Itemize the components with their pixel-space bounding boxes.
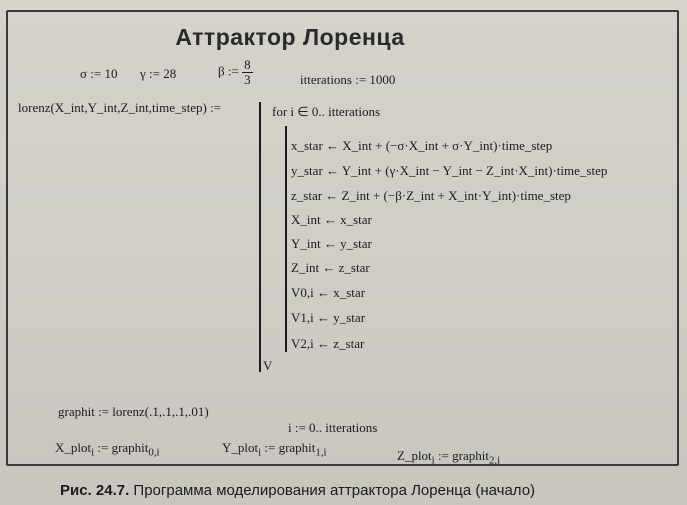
loop-body-bar xyxy=(285,126,287,352)
iterations-definition: itterations := 1000 xyxy=(300,72,396,87)
loop-line-y-star: y_star ← Y_int + (γ·X_int − Y_int − Z_int·X_int)·time_step xyxy=(291,163,608,178)
z-plot-rhs-sub: 2,i xyxy=(488,454,501,467)
beta-denominator: 3 xyxy=(244,72,251,87)
for-loop-header: for i ∈ 0.. itterations xyxy=(272,104,381,119)
figure-caption-text: Программа моделирования аттрактора Лоренца (начало) xyxy=(129,482,536,499)
z-plot-rhs: := graphit xyxy=(434,448,489,463)
loop-line-z-star: z_star ← Z_int + (−β·Z_int + X_int·Y_int)·time_step xyxy=(291,188,571,203)
x-plot-definition xyxy=(55,440,160,459)
loop-line-y-int: Y_int ← y_star xyxy=(291,236,372,251)
beta-numerator: 8 xyxy=(244,57,251,72)
x-plot-rhs-sub: 0,i xyxy=(148,446,160,459)
x-plot-rhs: := graphit xyxy=(94,440,149,455)
beta-lhs: β := xyxy=(218,63,239,79)
y-plot-rhs: := graphit xyxy=(261,440,316,455)
range-definition: i := 0.. itterations xyxy=(288,420,378,435)
y-plot-rhs-sub: 1,i xyxy=(315,446,327,459)
function-definition: lorenz(X_int,Y_int,Z_int,time_step) := xyxy=(18,100,222,115)
z-plot-lhs: Z_plot xyxy=(397,448,432,463)
figure-caption xyxy=(60,482,535,499)
figure-label: Рис. 24.7. xyxy=(60,482,130,499)
beta-definition xyxy=(218,58,253,87)
x-plot-lhs: X_plot xyxy=(55,440,92,455)
gamma-definition: γ := 28 xyxy=(140,66,177,81)
loop-line-v0: V0,i ← x_star xyxy=(291,285,366,300)
y-plot-lhs: Y_plot xyxy=(222,440,259,455)
beta-fraction xyxy=(242,58,253,87)
sigma-definition: σ := 10 xyxy=(80,66,118,81)
program-outer-bar xyxy=(259,102,261,372)
loop-line-v1: V1,i ← y_star xyxy=(291,310,366,325)
y-plot-definition xyxy=(222,440,327,459)
loop-line-x-star: x_star ← X_int + (−σ·X_int + σ·Y_int)·time_step xyxy=(291,138,553,153)
y-plot-lhs-sub: i xyxy=(258,446,262,459)
z-plot-lhs-sub: i xyxy=(431,454,435,467)
worksheet-title: Аттрактор Лоренца xyxy=(175,24,405,50)
loop-line-z-int: Z_int ← z_star xyxy=(291,260,370,275)
return-value: V xyxy=(263,358,273,373)
z-plot-definition xyxy=(397,448,500,467)
loop-line-v2: V2,i ← z_star xyxy=(291,336,365,351)
loop-line-x-int: X_int ← x_star xyxy=(291,212,372,227)
graphit-definition: graphit := lorenz(.1,.1,.1,.01) xyxy=(58,404,209,419)
x-plot-lhs-sub: i xyxy=(91,446,95,459)
